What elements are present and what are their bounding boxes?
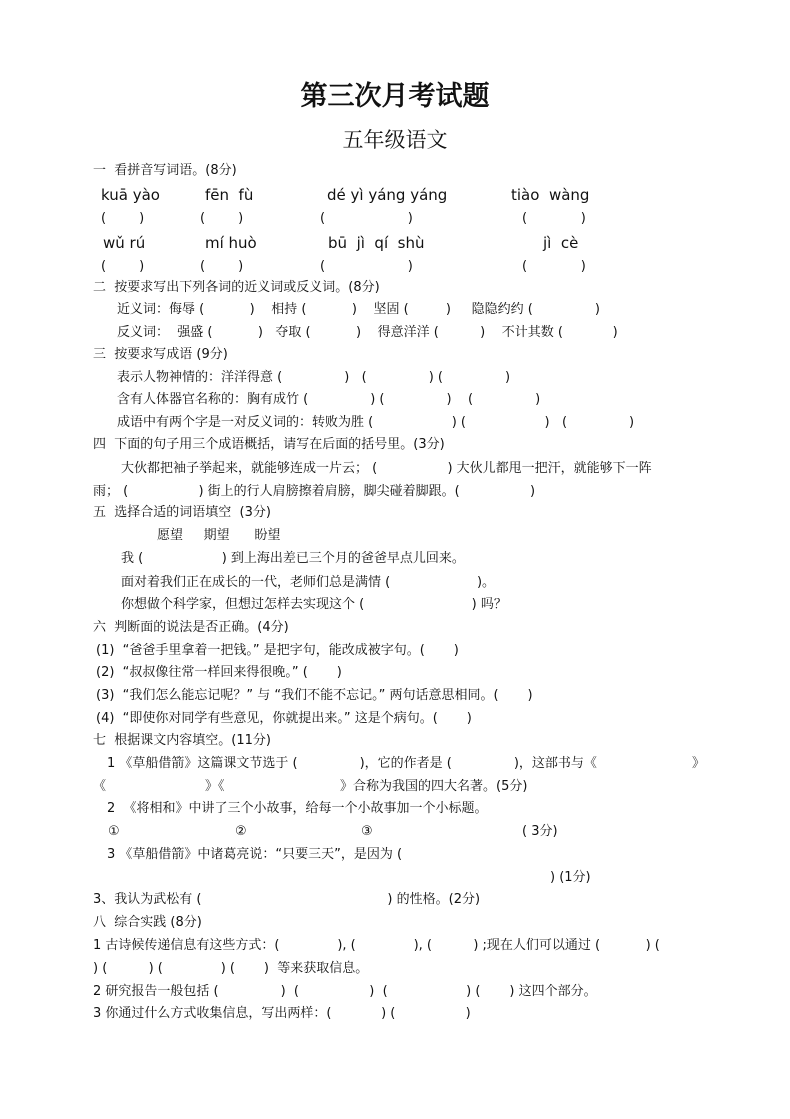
story-score: ( 3分) <box>522 824 558 839</box>
word-choices: 愿望 期望 盼望 <box>157 528 281 543</box>
story-item-2: ② <box>235 824 247 839</box>
idiom-line-3: 成语中有两个字是一对反义词的：转败为胜 ( ) ( ) ( ) <box>117 415 635 430</box>
section-2-heading: 二 按要求写出下列各词的近义词或反义词。(8分) <box>93 280 380 295</box>
reason-line-end: ) (1分) <box>550 870 591 885</box>
answer-box-5[interactable]: ( ) <box>101 259 145 274</box>
section-5-heading: 五 选择合适的词语填空 (3分) <box>93 505 271 520</box>
practice-line-1: 1 古诗候传递信息有这些方式：( ), ( ), ( ) ;现在人们可以通过 ( ) ( <box>93 938 660 953</box>
judge-line-3: (3) “我们怎么能忘记呢？” 与 “我们不能不忘记。” 两句话意思相同。( ) <box>96 688 533 703</box>
section-8-heading: 八 综合实践 (8分) <box>93 915 202 930</box>
judge-line-2: (2) “叔叔像往常一样回来得很晚。” ( ) <box>96 665 342 680</box>
text-fill-line-2b: 》《 <box>205 779 225 794</box>
text-fill-line-2c: 》合称为我国的四大名著。(5分) <box>340 779 528 794</box>
story-item-1: ① <box>108 824 120 839</box>
answer-box-8[interactable]: ( ) <box>522 259 586 274</box>
character-line: 3、我认为武松有 ( ) 的性格。(2分) <box>93 892 481 907</box>
section-4-heading: 四 下面的句子用三个成语概括，请写在后面的括号里。(3分) <box>93 437 445 452</box>
practice-line-3: 2 研究报告一般包括 ( ) ( ) ( ) ( ) 这四个部分。 <box>93 984 597 999</box>
fill-line-2: 面对着我们正在成长的一代，老师们总是满情 ( )。 <box>121 575 496 590</box>
exam-subtitle: 五年级语文 <box>342 128 448 152</box>
answer-box-7[interactable]: ( ) <box>320 259 413 274</box>
pinyin-6: mí huò <box>205 234 257 252</box>
practice-line-2: ) ( ) ( ) ( ) 等来获取信息。 <box>93 961 369 976</box>
pinyin-4: tiào wàng <box>511 186 590 204</box>
story-item-3: ③ <box>361 824 373 839</box>
section-7-heading: 七 根据课文内容填空。(11分) <box>93 733 271 748</box>
sentence-line-2: 雨； ( ) 街上的行人肩膀擦着肩膀，脚尖碰着脚跟。( ) <box>93 484 536 499</box>
answer-box-2[interactable]: ( ) <box>200 211 244 226</box>
answer-box-4[interactable]: ( ) <box>522 211 586 226</box>
pinyin-7: bū jì qí shù <box>328 234 425 252</box>
idiom-line-2: 含有人体器官名称的：胸有成竹 ( ) ( ) ( ) <box>117 392 541 407</box>
judge-line-1: (1) “爸爸手里拿着一把钱。” 是把字句，能改成被字句。( ) <box>96 643 459 658</box>
pinyin-8: jì cè <box>543 234 579 252</box>
pinyin-1: kuā yào <box>101 186 160 204</box>
fill-line-3: 你想做个科学家，但想过怎样去实现这个 ( ) 吗？ <box>121 597 507 612</box>
text-fill-line-1: 1 《草船借箭》这篇课文节选于 ( )，它的作者是 ( )，这部书与《 》 <box>107 756 705 771</box>
exam-title: 第三次月考试题 <box>300 81 490 112</box>
idiom-line-1: 表示人物神情的：洋洋得意 ( ) ( ) ( ) <box>117 370 511 385</box>
answer-box-1[interactable]: ( ) <box>101 211 145 226</box>
pinyin-2: fēn fù <box>205 186 254 204</box>
fill-line-1: 我 ( ) 到上海出差已三个月的爸爸早点儿回来。 <box>121 551 465 566</box>
antonym-line: 反义词： 强盛 ( ) 夺取 ( ) 得意洋洋 ( ) 不计其数 ( ) <box>117 325 618 340</box>
sentence-line-1: 大伙都把袖子挙起来，就能够连成一片云； ( ) 大伙儿都甩一把汗，就能够下一阵 <box>121 461 652 476</box>
pinyin-3: dé yì yáng yáng <box>327 186 448 204</box>
pinyin-5: wǔ rú <box>103 234 146 252</box>
story-line: 2 《将相和》中讲了三个小故事，给每一个小故事加一个小标题。 <box>107 801 488 816</box>
section-1-heading: 一 看拼音写词语。(8分) <box>93 163 237 178</box>
reason-line: 3 《草船借箭》中诸葛亮说：“只要三天”，是因为 ( <box>107 847 403 862</box>
text-fill-line-2a: 《 <box>93 779 107 794</box>
synonym-line: 近义词：侮辱 ( ) 相持 ( ) 坚固 ( ) 隐隐约约 ( ) <box>117 302 600 317</box>
answer-box-6[interactable]: ( ) <box>200 259 244 274</box>
judge-line-4: (4) “即使你对同学有些意见，你就提出来。” 这是个病句。( ) <box>96 711 472 726</box>
section-6-heading: 六 判断面的说法是否正确。(4分) <box>93 620 289 635</box>
answer-box-3[interactable]: ( ) <box>320 211 413 226</box>
practice-line-4: 3 你通过什么方式收集信息，写出两样：( ) ( ) <box>93 1006 471 1021</box>
section-3-heading: 三 按要求写成语 (9分) <box>93 347 228 362</box>
